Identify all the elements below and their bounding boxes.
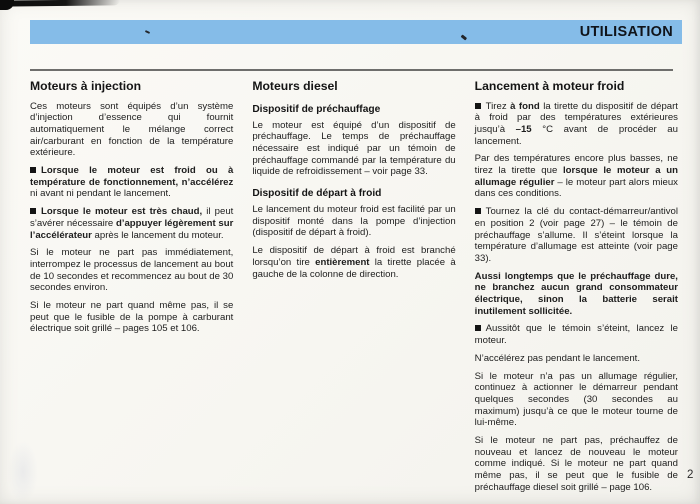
paragraph: Si le moteur n’a pas un allumage régulier, continuez à actionner le démarreur pendant quelques secondes (30 secondes au maximum) jusqu’à ce que le moteur tourne de lui-même. (474, 370, 678, 429)
paragraph: Le dispositif de départ à froid est branché lorsqu’on tire entièrement la tirette placée à gauche de la colonne de direction. (252, 245, 456, 280)
bullet-square-icon (475, 103, 481, 109)
section-heading: Moteurs à injection (30, 79, 142, 93)
column-moteurs-injection (30, 80, 233, 500)
bullet-square-icon (30, 208, 36, 214)
column-lancement-froid (475, 80, 678, 500)
page-header-title: UTILISATION (579, 24, 673, 40)
page-number: 2 (687, 469, 694, 481)
bullet-square-icon (475, 208, 481, 214)
paragraph: Aussitôt que le témoin s’éteint, lancez le moteur. (474, 323, 678, 347)
section-heading: Moteurs diesel (252, 79, 338, 93)
header-bar (30, 20, 682, 44)
paragraph: Si le moteur ne part pas immédiatement, interrompez le processus de lancement au bout de 10 secondes et recommencez au bout de 30 secondes environ. (30, 247, 234, 294)
paragraph: Lorsque le moteur est très chaud, il peut s’avérer nécessaire d’appuyer légèrement sur l’accélérateur après le lancement du moteur. (30, 206, 234, 241)
paragraph: Tournez la clé du contact-démarreur/antivol en position 2 (voir page 27) – le témoin de préchauffage s’allume. Il s’éteint lorsque la température d’allumage est atteinte (voir page 33). (474, 206, 678, 264)
paragraph: Par des températures encore plus basses, ne tirez la tirette que lorsque le moteur a un allumage régulier – le moteur part alors mieux dans ces conditions. (474, 153, 678, 200)
scan-artifact-top-edge (0, 0, 120, 7)
paragraph: Ces moteurs sont équipés d’un système d’injection d’essence qui fournit automatiquement le mélange correct air/carburant en fonction de la température extérieure. (30, 100, 234, 159)
section-heading: Lancement à moteur froid (474, 79, 625, 93)
paragraph: N’accélérez pas pendant le lancement. (474, 352, 640, 364)
column-moteurs-diesel (252, 80, 455, 500)
sub-heading: Dispositif de départ à froid (252, 188, 382, 200)
paragraph: Aussi longtemps que le préchauffage dure, ne branchez aucun grand consommateur électrique, sinon la batterie serait inutilement sollicitée. (474, 270, 678, 317)
paragraph: Le moteur est équipé d’un dispositif de préchauffage. Le temps de préchauffage nécessaire est indiqué par un témoin de préchauffage commandé par la température du liquide de refroidissement – voir page 33. (252, 119, 456, 178)
bullet-square-icon (475, 325, 481, 331)
content-columns (30, 80, 678, 500)
paragraph: Lorsque le moteur est froid ou à température de fonctionnement, n’accélérez ni avant ni pendant le lancement. (30, 165, 234, 200)
paragraph: Le lancement du moteur froid est facilité par un dispositif monté dans la pompe d’injection (dispositif de départ à froid). (252, 204, 456, 239)
sub-heading: Dispositif de préchauffage (252, 103, 381, 115)
bullet-square-icon (30, 167, 36, 173)
paragraph: Tirez à fond la tirette du dispositif de départ à froid par des températures extérieures jusqu’à –15 °C avant de procéder au lancement. (474, 100, 678, 147)
paragraph: Si le moteur ne part pas, préchauffez de nouveau et lancez de nouveau le moteur comme indiqué. Si le moteur ne part quand même pas, il se peut que le fusible de préchauffage diesel soit grillé – page 106. (474, 435, 678, 493)
header-divider (30, 69, 673, 71)
scan-artifact-corner (0, 0, 14, 10)
paragraph: Si le moteur ne part quand même pas, il se peut que le fusible de la pompe à carburant électrique soit grillé – pages 105 et 106. (30, 300, 234, 335)
